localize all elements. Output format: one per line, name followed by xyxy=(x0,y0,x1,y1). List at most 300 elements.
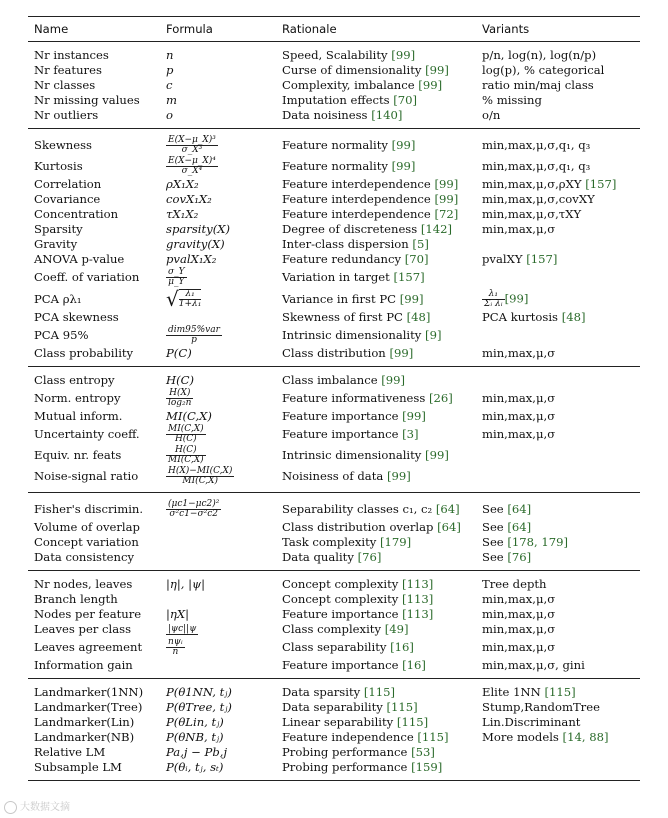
fraction xyxy=(166,268,187,287)
rationale-text: Complexity, imbalance xyxy=(282,78,419,92)
cell-rationale xyxy=(276,745,476,760)
variants-text: min,max,μ,σ xyxy=(482,622,556,636)
formula-text: pvalX₁X₂ xyxy=(166,252,217,266)
variants-text: min,max,μ,σ xyxy=(482,607,556,621)
formula-text: gravity(X) xyxy=(166,237,225,251)
citation-link[interactable]: [99] xyxy=(425,448,449,462)
variants-text: min,max,μ,σ,τXY xyxy=(482,207,582,221)
rationale-text: Feature importance xyxy=(282,409,403,423)
table-row xyxy=(28,730,640,745)
cell-name xyxy=(28,493,160,521)
rationale-text: Imputation effects xyxy=(282,93,394,107)
rationale-text: Class distribution xyxy=(282,346,390,360)
rationale-text: Feature importance xyxy=(282,427,403,441)
feature-name: Nr features xyxy=(34,63,102,77)
feature-name: Branch length xyxy=(34,592,118,606)
cell-rationale xyxy=(276,520,476,535)
cell-variants xyxy=(476,207,640,222)
feature-name: Uncertainty coeff. xyxy=(34,427,140,441)
cell-rationale xyxy=(276,78,476,93)
citation-link[interactable]: [99] xyxy=(399,291,424,306)
feature-name: Nr outliers xyxy=(34,108,99,122)
citation-link[interactable]: [16] xyxy=(402,658,426,672)
rationale-text: Inter-class dispersion xyxy=(282,237,413,251)
cell-name xyxy=(28,715,160,730)
rationale-text: Feature interdependence xyxy=(282,207,435,221)
table-row xyxy=(28,288,640,310)
cell-rationale xyxy=(276,409,476,424)
feature-name: Leaves per class xyxy=(34,622,132,636)
citation-link[interactable]: [64] xyxy=(507,520,532,534)
cell-formula xyxy=(160,445,276,466)
formula-text: P(C) xyxy=(166,346,192,360)
cell-rationale xyxy=(276,700,476,715)
citation-link[interactable]: [115] xyxy=(396,715,429,729)
variants-text: Lin.Discriminant xyxy=(482,715,581,729)
cell-name xyxy=(28,177,160,192)
rationale-text: Variation in target xyxy=(282,270,394,284)
cell-name xyxy=(28,237,160,252)
citation-link[interactable]: [113] xyxy=(402,607,434,621)
variants-text: Elite 1NN xyxy=(482,685,545,699)
table-row xyxy=(28,108,640,129)
cell-rationale xyxy=(276,346,476,367)
cell-formula xyxy=(160,466,276,493)
fraction-numerator: |ψc||ψ xyxy=(168,624,197,634)
rationale-text: Curse of dimensionality xyxy=(282,63,426,77)
cell-formula xyxy=(160,267,276,288)
cell-variants xyxy=(476,108,640,129)
citation-link[interactable]: [159] xyxy=(411,760,443,774)
cell-variants xyxy=(476,637,640,658)
cell-variants xyxy=(476,715,640,730)
cell-variants xyxy=(476,700,640,715)
cell-formula xyxy=(160,346,276,367)
rationale-text: Data sparsity xyxy=(282,685,364,699)
citation-link[interactable]: [64] xyxy=(437,520,461,534)
feature-name: Leaves agreement xyxy=(34,640,143,654)
citation-link[interactable]: [140] xyxy=(371,108,403,122)
cell-formula xyxy=(160,571,276,593)
citation-link[interactable]: [99] xyxy=(504,291,529,305)
header-rationale: Rationale xyxy=(276,17,476,42)
citation-link[interactable]: [99] xyxy=(425,63,449,77)
citation-link[interactable]: [178, 179] xyxy=(507,535,569,549)
cell-variants xyxy=(476,730,640,745)
feature-name: Gravity xyxy=(34,237,78,251)
sqrt-numerator: λ₁ xyxy=(185,289,195,299)
formula-text: MI(C,X) xyxy=(166,409,212,423)
citation-link[interactable]: [157] xyxy=(393,270,425,284)
cell-variants xyxy=(476,622,640,637)
citation-link[interactable]: [99] xyxy=(418,78,443,92)
variants-text: ratio min/maj class xyxy=(482,78,594,92)
rationale-text: Class imbalance xyxy=(282,373,382,387)
cell-variants xyxy=(476,237,640,252)
cell-variants xyxy=(476,658,640,679)
cell-formula xyxy=(160,535,276,550)
citation-link[interactable]: [115] xyxy=(544,685,576,699)
citation-link[interactable]: [48] xyxy=(406,310,431,324)
rationale-text: Data separability xyxy=(282,700,387,714)
cell-name xyxy=(28,637,160,658)
header-formula: Formula xyxy=(160,17,276,42)
citation-link[interactable]: [64] xyxy=(507,502,532,516)
cell-rationale xyxy=(276,592,476,607)
citation-link[interactable]: [72] xyxy=(434,207,459,221)
citation-link[interactable]: [99] xyxy=(391,48,416,62)
fraction xyxy=(166,425,206,444)
rationale-text: Feature normality xyxy=(282,159,392,173)
citation-link[interactable]: [14, 88] xyxy=(562,730,609,744)
table-row xyxy=(28,63,640,78)
fraction xyxy=(166,467,234,486)
citation-link[interactable]: [99] xyxy=(389,346,414,360)
cell-rationale xyxy=(276,252,476,267)
table-row xyxy=(28,388,640,409)
feature-name: Fisher's discrimin. xyxy=(34,502,144,516)
variants-text: min,max,μ,σ,q₁, q₃ xyxy=(482,159,591,173)
feature-name: PCA skewness xyxy=(34,310,119,324)
cell-variants xyxy=(476,520,640,535)
fraction-numerator: H(X)−MI(C,X) xyxy=(168,466,233,476)
variants-text: min,max,μ,σ xyxy=(482,346,556,360)
table-row xyxy=(28,679,640,701)
table-row xyxy=(28,745,640,760)
formula-text: P(θ1NN, tⱼ) xyxy=(166,685,232,699)
cell-variants xyxy=(476,679,640,701)
cell-formula xyxy=(160,222,276,237)
cell-variants xyxy=(476,63,640,78)
cell-name xyxy=(28,466,160,493)
cell-formula xyxy=(160,700,276,715)
citation-link[interactable]: [76] xyxy=(507,550,532,564)
variants-text: min,max,μ,σ xyxy=(482,222,556,236)
feature-name: Concentration xyxy=(34,207,119,221)
feature-name: Landmarker(Lin) xyxy=(34,715,135,729)
citation-link[interactable]: [99] xyxy=(434,192,459,206)
cell-name xyxy=(28,592,160,607)
cell-variants xyxy=(476,129,640,157)
variants-text: See xyxy=(482,535,508,549)
fraction xyxy=(166,625,198,635)
cell-formula xyxy=(160,622,276,637)
cell-variants xyxy=(476,424,640,445)
cell-name xyxy=(28,42,160,64)
cell-formula xyxy=(160,550,276,571)
cell-formula xyxy=(160,237,276,252)
formula-text: τX₁X₂ xyxy=(166,207,199,221)
cell-formula xyxy=(160,63,276,78)
formula-text: P(θTree, tⱼ) xyxy=(166,700,232,714)
citation-link[interactable]: [53] xyxy=(411,745,435,759)
cell-name xyxy=(28,267,160,288)
cell-name xyxy=(28,108,160,129)
cell-rationale xyxy=(276,730,476,745)
feature-name: Relative LM xyxy=(34,745,106,759)
rationale-text: Class complexity xyxy=(282,622,385,636)
cell-name xyxy=(28,252,160,267)
table-row xyxy=(28,760,640,781)
citation-link[interactable]: [26] xyxy=(428,391,453,405)
cell-variants xyxy=(476,78,640,93)
table-row xyxy=(28,493,640,521)
feature-name: Covariance xyxy=(34,192,101,206)
citation-link[interactable]: [70] xyxy=(404,252,429,266)
formula-text: m xyxy=(166,93,177,107)
fraction xyxy=(166,326,222,345)
cell-formula xyxy=(160,252,276,267)
cell-formula xyxy=(160,592,276,607)
variants-text: log(p), % categorical xyxy=(482,63,605,77)
citation-link[interactable]: [142] xyxy=(420,222,453,236)
formula-text: |η|, |ψ| xyxy=(166,577,206,591)
header-name: Name xyxy=(28,17,160,42)
rationale-text: Linear separability xyxy=(282,715,397,729)
citation-link[interactable]: [179] xyxy=(380,535,412,549)
table-row xyxy=(28,520,640,535)
variants-text: p/n, log(n), log(n/p) xyxy=(482,48,597,62)
cell-rationale xyxy=(276,222,476,237)
cell-rationale xyxy=(276,658,476,679)
variants-text: min,max,μ,σ xyxy=(482,640,556,654)
cell-variants xyxy=(476,252,640,267)
cell-rationale xyxy=(276,156,476,177)
citation-link[interactable]: [99] xyxy=(391,138,416,152)
fraction xyxy=(166,136,218,155)
rationale-text: Feature interdependence xyxy=(282,177,435,191)
cell-name xyxy=(28,129,160,157)
formula-text: p xyxy=(166,63,174,77)
feature-name: PCA 95% xyxy=(34,328,89,342)
radical-sign: √ xyxy=(166,288,179,310)
meta-features-table xyxy=(28,16,640,781)
table-row xyxy=(28,156,640,177)
cell-rationale xyxy=(276,192,476,207)
cell-formula xyxy=(160,177,276,192)
citation-link[interactable]: [16] xyxy=(390,640,414,654)
cell-variants xyxy=(476,445,640,466)
citation-link[interactable]: [115] xyxy=(363,685,396,699)
cell-variants xyxy=(476,535,640,550)
fraction xyxy=(166,500,221,519)
variants-text: min,max,μ,σ,q₁, q₃ xyxy=(482,138,591,152)
table-row xyxy=(28,129,640,157)
cell-name xyxy=(28,760,160,781)
header-variants: Variants xyxy=(476,17,640,42)
feature-name: Nr instances xyxy=(34,48,109,62)
watermark xyxy=(4,798,70,814)
table-section xyxy=(28,367,640,493)
feature-name: Landmarker(1NN) xyxy=(34,685,144,699)
variants-text: More models xyxy=(482,730,563,744)
citation-link[interactable]: [113] xyxy=(402,577,434,591)
table-section xyxy=(28,493,640,571)
cell-formula xyxy=(160,760,276,781)
watermark-logo-icon xyxy=(4,801,17,814)
feature-name: Nr classes xyxy=(34,78,96,92)
feature-name: Coeff. of variation xyxy=(34,270,140,284)
citation-link[interactable]: [115] xyxy=(386,700,418,714)
table-section xyxy=(28,42,640,129)
table-section xyxy=(28,129,640,367)
citation-link[interactable]: [99] xyxy=(391,159,416,173)
cell-rationale xyxy=(276,288,476,310)
cell-variants xyxy=(476,156,640,177)
cell-name xyxy=(28,622,160,637)
table-row xyxy=(28,42,640,64)
cell-variants xyxy=(476,388,640,409)
cell-rationale xyxy=(276,760,476,781)
rationale-text: Data noisiness xyxy=(282,108,372,122)
table-section xyxy=(28,571,640,679)
cell-variants xyxy=(476,760,640,781)
cell-name xyxy=(28,571,160,593)
cell-formula xyxy=(160,310,276,325)
cell-variants xyxy=(476,466,640,493)
feature-name: Mutual inform. xyxy=(34,409,123,423)
cell-rationale xyxy=(276,129,476,157)
fraction-numerator: (μc1−μc2)² xyxy=(168,499,220,509)
citation-link[interactable]: [48] xyxy=(561,310,586,324)
citation-link[interactable]: [157] xyxy=(585,177,617,191)
rationale-text: Data quality xyxy=(282,550,358,564)
sqrt-body xyxy=(179,289,202,309)
table-section xyxy=(28,679,640,781)
feature-name: Class entropy xyxy=(34,373,115,387)
rationale-text: Separability classes c₁, c₂ xyxy=(282,502,436,516)
sqrt-expression xyxy=(166,289,201,309)
cell-formula xyxy=(160,715,276,730)
cell-name xyxy=(28,388,160,409)
table-row xyxy=(28,715,640,730)
cell-rationale xyxy=(276,367,476,389)
variants-text: Stump,RandomTree xyxy=(482,700,600,714)
table-row xyxy=(28,592,640,607)
cell-formula xyxy=(160,108,276,129)
fraction-denominator: MI(C,X) xyxy=(166,476,234,486)
variants-text: See xyxy=(482,550,508,564)
rationale-text: Speed, Scalability xyxy=(282,48,392,62)
cell-variants xyxy=(476,367,640,389)
cell-variants xyxy=(476,607,640,622)
table-row xyxy=(28,252,640,267)
cell-name xyxy=(28,730,160,745)
table-row xyxy=(28,571,640,593)
feature-name: Sparsity xyxy=(34,222,83,236)
cell-name xyxy=(28,424,160,445)
rationale-text: Variance in first PC xyxy=(282,291,400,306)
feature-name: Nodes per feature xyxy=(34,607,142,621)
cell-name xyxy=(28,63,160,78)
formula-text: covX₁X₂ xyxy=(166,192,212,206)
citation-link[interactable]: [64] xyxy=(435,502,460,516)
citation-link[interactable]: [3] xyxy=(402,427,419,441)
cell-name xyxy=(28,207,160,222)
citation-link[interactable]: [157] xyxy=(526,252,558,266)
cell-rationale xyxy=(276,207,476,222)
fraction-numerator: dim95%var xyxy=(168,325,220,335)
citation-link[interactable]: [99] xyxy=(434,177,459,191)
cell-rationale xyxy=(276,310,476,325)
cell-variants xyxy=(476,93,640,108)
cell-rationale xyxy=(276,93,476,108)
variants-text: Tree depth xyxy=(482,577,547,591)
fraction-numerator: λ₁ xyxy=(488,288,498,299)
fraction-denominator xyxy=(166,634,198,635)
citation-link[interactable]: [49] xyxy=(384,622,409,636)
cell-rationale xyxy=(276,388,476,409)
fraction xyxy=(166,157,218,176)
cell-variants xyxy=(476,745,640,760)
citation-link[interactable]: [9] xyxy=(425,328,442,342)
cell-variants xyxy=(476,571,640,593)
feature-name: Equiv. nr. feats xyxy=(34,448,122,462)
cell-variants xyxy=(476,493,640,521)
cell-name xyxy=(28,310,160,325)
cell-formula xyxy=(160,288,276,310)
variants-text: PCA kurtosis xyxy=(482,310,562,324)
variants-text: min,max,μ,σ,ρXY xyxy=(482,177,586,191)
cell-variants xyxy=(476,288,640,310)
citation-link[interactable]: [5] xyxy=(412,237,429,251)
citation-link[interactable]: [99] xyxy=(386,469,411,483)
rationale-text: Feature importance xyxy=(282,658,403,672)
cell-variants xyxy=(476,42,640,64)
feature-name: Landmarker(NB) xyxy=(34,730,135,744)
cell-rationale xyxy=(276,108,476,129)
table-row xyxy=(28,700,640,715)
formula-text: P(θNB, tⱼ) xyxy=(166,730,224,744)
variants-text: o/n xyxy=(482,108,501,122)
cell-formula xyxy=(160,156,276,177)
citation-link[interactable]: [70] xyxy=(393,93,418,107)
variants-text: min,max,μ,σ,covXY xyxy=(482,192,595,206)
cell-name xyxy=(28,445,160,466)
cell-formula xyxy=(160,424,276,445)
cell-rationale xyxy=(276,715,476,730)
fraction-denominator: σ²c1−σ²c2 xyxy=(166,509,221,519)
variants-text: min,max,μ,σ xyxy=(482,391,556,405)
cell-variants xyxy=(476,550,640,571)
cell-formula xyxy=(160,192,276,207)
cell-formula xyxy=(160,207,276,222)
citation-link[interactable]: [76] xyxy=(357,550,382,564)
feature-name: Noise-signal ratio xyxy=(34,469,139,483)
cell-rationale xyxy=(276,466,476,493)
rationale-text: Feature interdependence xyxy=(282,192,435,206)
cell-formula xyxy=(160,679,276,701)
cell-name xyxy=(28,78,160,93)
rationale-text: Concept complexity xyxy=(282,592,403,606)
cell-rationale xyxy=(276,237,476,252)
cell-formula xyxy=(160,409,276,424)
cell-name xyxy=(28,367,160,389)
table-row xyxy=(28,237,640,252)
feature-name: Volume of overlap xyxy=(34,520,140,534)
table-row xyxy=(28,637,640,658)
table-row xyxy=(28,192,640,207)
citation-link[interactable]: [113] xyxy=(402,592,434,606)
feature-name: Skewness xyxy=(34,138,92,152)
citation-link[interactable]: [115] xyxy=(417,730,449,744)
rationale-text: Class distribution overlap xyxy=(282,520,438,534)
cell-name xyxy=(28,222,160,237)
citation-link[interactable]: [99] xyxy=(381,373,406,387)
table-row xyxy=(28,607,640,622)
citation-link[interactable]: [99] xyxy=(402,409,426,423)
cell-rationale xyxy=(276,63,476,78)
